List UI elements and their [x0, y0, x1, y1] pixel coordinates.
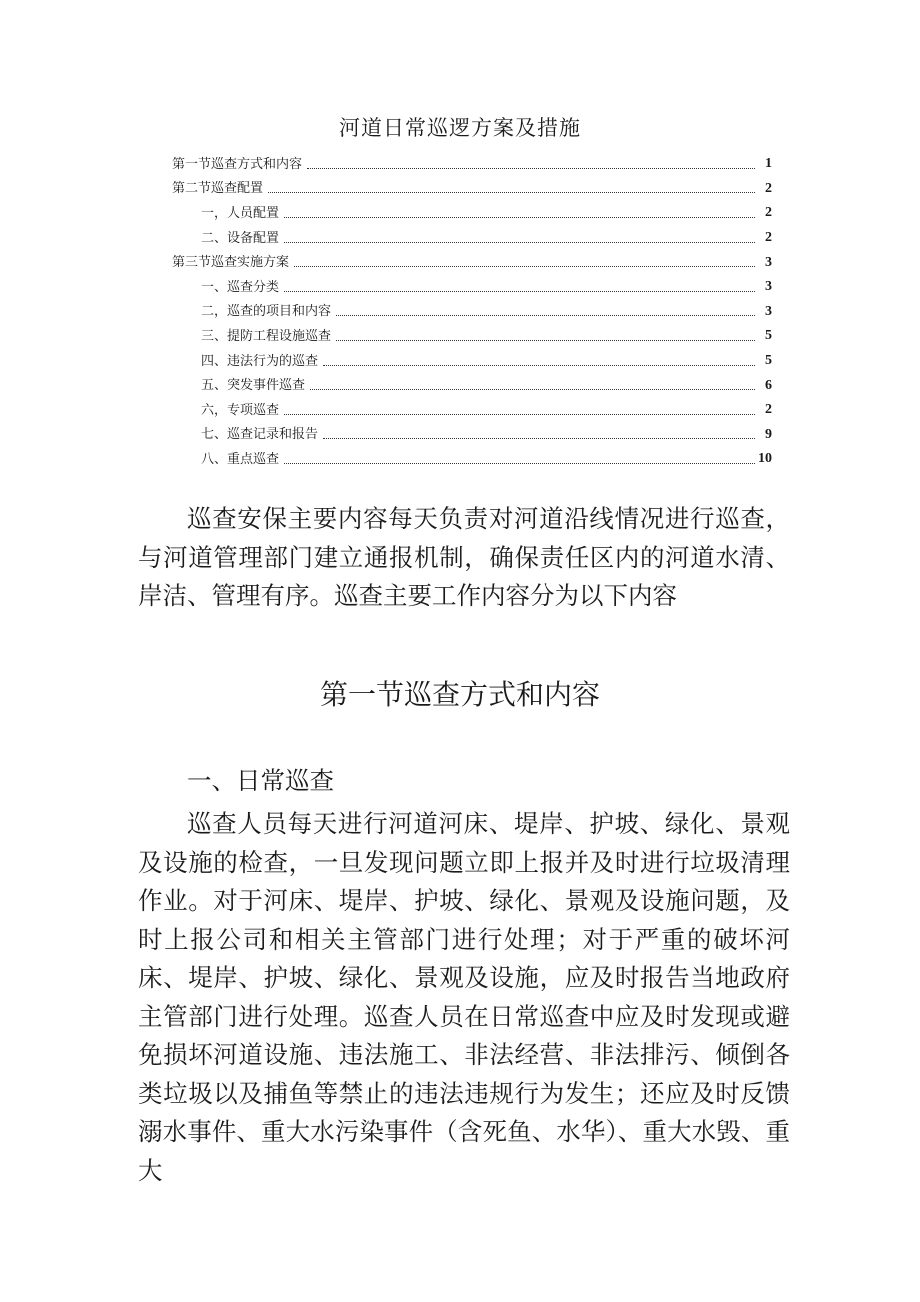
toc-leader-dots — [284, 291, 755, 292]
toc-entry-label: 七、巡查记录和报告 — [201, 427, 319, 443]
toc-entry-page: 5 — [765, 328, 772, 344]
toc-leader-dots — [294, 266, 755, 267]
toc-entry-label: 二，巡查的项目和内容 — [201, 304, 332, 320]
toc-entry-page: 9 — [765, 426, 772, 442]
toc-entry-label: 二、设备配置 — [201, 230, 280, 246]
toc-entry-page: 3 — [765, 303, 772, 319]
toc-entry-page: 3 — [765, 279, 772, 295]
toc-entry-label: 一、巡查分类 — [201, 279, 280, 295]
table-of-contents — [0, 152, 920, 472]
toc-leader-dots — [336, 340, 755, 341]
toc-leader-dots — [323, 438, 755, 439]
body-paragraph: 巡查人员每天进行河道河床、堤岸、护坡、绿化、景观及设施的检查，一旦发现问题立即上报并及时进行垃圾清理作业。对于河床、堤岸、护坡、绿化、景观及设施问题，及时上报公司和相关主管部门进行处理；对于严重的破坏河床、堤岸、护坡、绿化、景观及设施，应及时报告当地政府主管部门进行处理。巡查人员在日常巡查中应及时发现或避免损坏河道设施、违法施工、非法经营、非法排污、倾倒各类垃圾以及捕鱼等禁止的违法违规行为发生；还应及时反馈溺水事件、重大水污染事件（含死鱼、水华）、重大水毁、重大 — [138, 809, 790, 1185]
toc-entry-page: 1 — [765, 156, 772, 172]
intro-paragraph: 巡查安保主要内容每天负责对河道沿线情况进行巡查，与河道管理部门建立通报机制，确保责任区内的河道水清、岸洁、管理有序。巡查主要工作内容分为以下内容 — [138, 504, 790, 610]
toc-entry-page: 10 — [758, 451, 772, 467]
toc-entry-label: 八、重点巡查 — [201, 451, 280, 467]
toc-entry[interactable] — [0, 152, 920, 177]
toc-leader-dots — [336, 315, 755, 316]
toc-entry-label: 一，人员配置 — [201, 205, 280, 221]
toc-entry-page: 3 — [765, 254, 772, 270]
toc-entry[interactable] — [0, 300, 920, 325]
toc-entry-label: 第三节巡查实施方案 — [172, 255, 290, 271]
section-heading: 第一节巡查方式和内容 — [319, 678, 600, 711]
toc-entry[interactable] — [0, 275, 920, 300]
toc-leader-dots — [284, 242, 755, 243]
toc-leader-dots — [284, 414, 755, 415]
toc-entry[interactable] — [0, 177, 920, 202]
toc-entry[interactable] — [0, 324, 920, 349]
toc-leader-dots — [284, 217, 755, 218]
document-title: 河道日常巡逻方案及措施 — [339, 116, 581, 140]
toc-entry-page: 2 — [765, 205, 772, 221]
toc-leader-dots — [323, 365, 755, 366]
toc-entry[interactable] — [0, 349, 920, 374]
toc-entry-page: 6 — [765, 377, 772, 393]
toc-entry[interactable] — [0, 250, 920, 275]
toc-entry-page: 5 — [765, 353, 772, 369]
toc-entry-label: 第一节巡查方式和内容 — [172, 156, 303, 172]
toc-entry-page: 2 — [765, 230, 772, 246]
toc-leader-dots — [307, 168, 755, 169]
toc-leader-dots — [284, 463, 755, 464]
toc-entry[interactable] — [0, 201, 920, 226]
toc-entry[interactable] — [0, 373, 920, 398]
toc-entry-label: 第二节巡查配置 — [172, 181, 264, 197]
sub-heading: 一、日常巡查 — [187, 766, 334, 795]
toc-entry[interactable] — [0, 447, 920, 472]
toc-entry[interactable] — [0, 423, 920, 448]
toc-entry-label: 四、违法行为的巡查 — [201, 353, 319, 369]
toc-entry[interactable] — [0, 398, 920, 423]
toc-entry-page: 2 — [765, 402, 772, 418]
toc-entry-label: 六，专项巡查 — [201, 402, 280, 418]
toc-entry[interactable] — [0, 226, 920, 251]
toc-entry-label: 三、提防工程设施巡查 — [201, 328, 332, 344]
toc-leader-dots — [310, 389, 755, 390]
toc-entry-label: 五、突发事件巡查 — [201, 378, 306, 394]
toc-entry-page: 2 — [765, 180, 772, 196]
toc-leader-dots — [268, 192, 755, 193]
